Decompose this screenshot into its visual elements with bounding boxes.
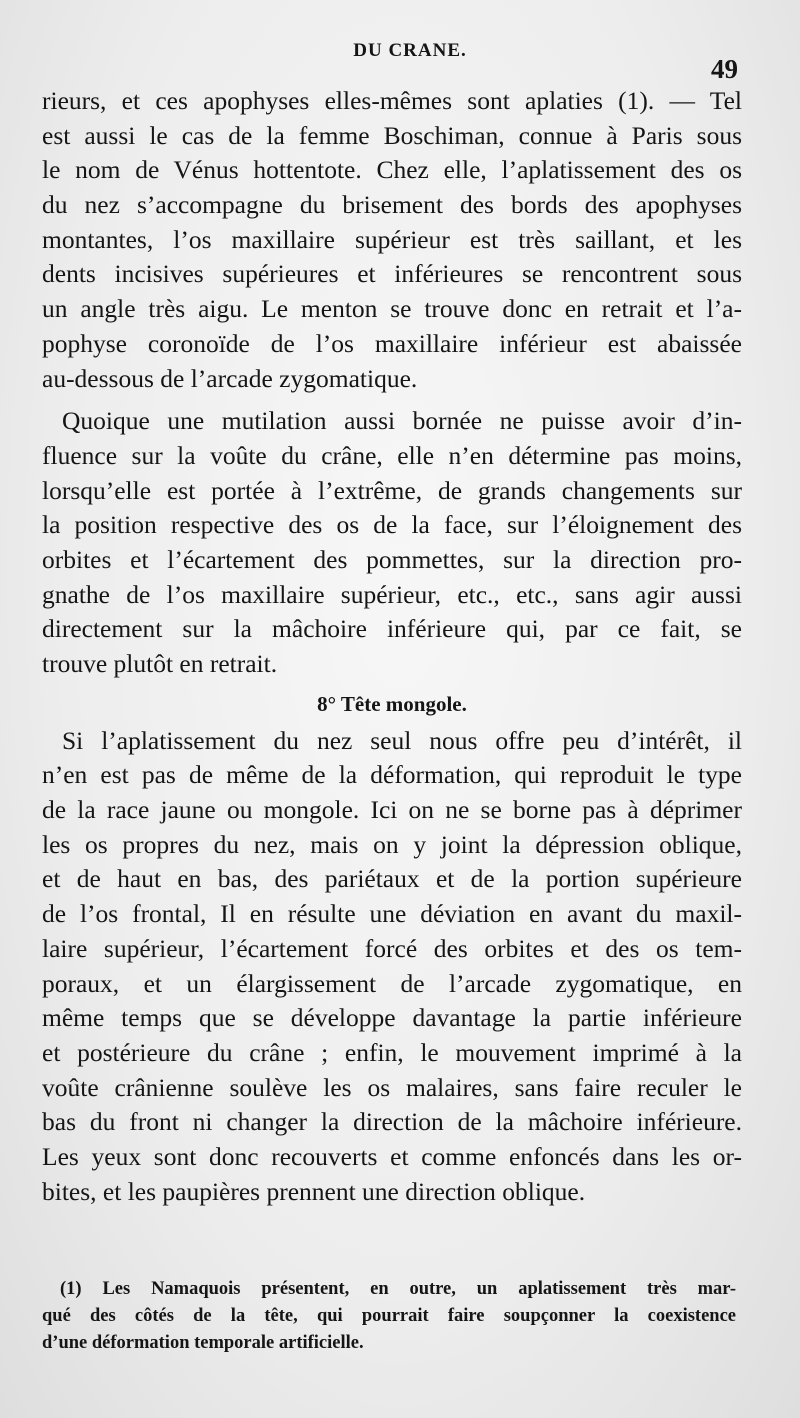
text-line: est aussi le cas de la femme Boschiman, connue à Paris sous (42, 120, 742, 150)
text-line: Si l’aplatissement du nez seul nous offre peu d’intérêt, il (62, 725, 742, 755)
text-line: fluence sur la voûte du crâne, elle n’en détermine pas moins, (42, 440, 742, 470)
text-line: et postérieure du crâne ; enfin, le mouvement imprimé à la (42, 1037, 742, 1067)
text-line: du nez s’accompagne du brisement des bords des apophyses (42, 190, 742, 220)
body-text (42, 84, 742, 1209)
text-line: pophyse coronoïde de l’os maxillaire inférieur est abaissée (42, 328, 742, 358)
footnote-line: (1) Les Namaquois présentent, en outre, un aplatissement très mar- (60, 1279, 736, 1299)
text-line: bites, et les paupières prennent une direction oblique. (42, 1176, 586, 1206)
text-line: le nom de Vénus hottentote. Chez elle, l’aplatissement des os (42, 155, 742, 185)
footnote-line: d’une déformation temporale artificielle. (42, 1333, 364, 1353)
text-line: dents incisives supérieures et inférieures se rencontrent sous (42, 259, 742, 289)
section-heading: 8° Tête mongole. (317, 691, 467, 716)
text-line: un angle très aigu. Le menton se trouve donc en retrait et l’a- (42, 294, 742, 324)
text-line: même temps que se développe davantage la partie inférieure (42, 1003, 742, 1033)
text-line: directement sur la mâchoire inférieure qui, par ce fait, se (42, 614, 742, 644)
page-header (0, 40, 800, 84)
paragraph (42, 404, 742, 682)
text-line: montantes, l’os maxillaire supérieur est très saillant, et les (42, 224, 742, 254)
text-line: trouve plutôt en retrait. (42, 649, 278, 678)
text-line: orbites et l’écartement des pommettes, sur la direction pro- (42, 544, 742, 574)
text-line: bas du front ni changer la direction de la mâchoire inférieure. (42, 1107, 742, 1137)
running-title: DU CRANE. (353, 40, 467, 61)
text-line: gnathe de l’os maxillaire supérieur, etc., etc., sans agir aussi (42, 579, 742, 609)
paragraph (42, 724, 742, 1210)
text-line: de la race jaune ou mongole. Ici on ne se borne pas à déprimer (42, 795, 742, 825)
text-line: Les yeux sont donc recouverts et comme enfoncés dans les or- (42, 1141, 742, 1171)
text-line: lorsqu’elle est portée à l’extrême, de grands changements sur (42, 475, 742, 505)
text-line: rieurs, et ces apophyses elles-mêmes sont aplaties (1). — Tel (42, 86, 742, 115)
text-line: la position respective des os de la face, sur l’éloignement des (42, 510, 742, 540)
text-line: poraux, et un élargissement de l’arcade zygomatique, en (42, 968, 742, 998)
text-line: Quoique une mutilation aussi bornée ne puisse avoir d’in- (62, 406, 742, 436)
text-line: et de haut en bas, des pariétaux et de la portion supérieure (42, 864, 742, 894)
text-line: de l’os frontal, Il en résulte une déviation en avant du maxil- (42, 899, 742, 929)
footnote (42, 1276, 736, 1357)
text-line: les os propres du nez, mais on y joint la dépression oblique, (42, 829, 742, 859)
text-line: laire supérieur, l’écartement forcé des orbites et des os tem- (42, 933, 742, 963)
text-line: voûte crânienne soulève les os malaires, sans faire reculer le (42, 1072, 742, 1102)
footnote-line: qué des côtés de la tête, qui pourrait faire soupçonner la coexistence (42, 1306, 736, 1326)
page-number: 49 (711, 54, 738, 84)
paragraph (42, 84, 742, 396)
text-line: n’en est pas de même de la déformation, qui reproduit le type (42, 760, 742, 790)
text-line: au-dessous de l’arcade zygomatique. (42, 363, 418, 393)
